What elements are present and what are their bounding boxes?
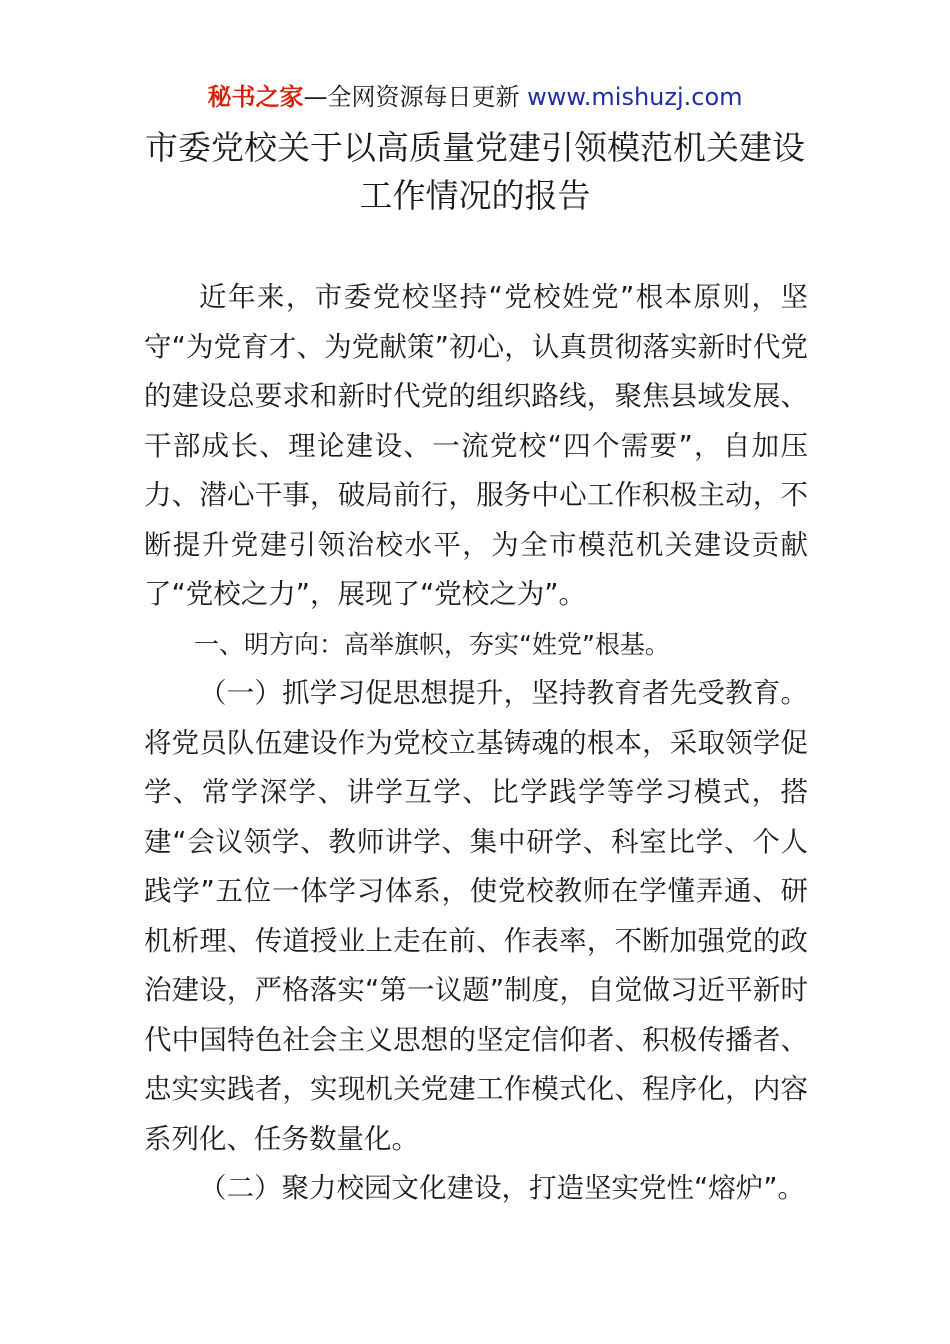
title-line-2: 工作情况的报告 <box>359 176 591 215</box>
paragraph-subsection-1: （一）抓学习促思想提升，坚持教育者先受教育。将党员队伍建设作为党校立基铸魂的根本，采取领学促学、常学深学、讲学互学、比学践学等学习模式，搭建“会议领学、教师讲学、集中研学、科室比学、个人践学”五位一体学习体系，使党校教师在学懂弄通、研机析理、传道授业上走在前、作表率，不断加强党的政治建设，严格落实“第一议题”制度，自觉做习近平新时代中国特色社会主义思想的坚定信仰者、积极传播者、忠实实践者，实现机关党建工作模式化、程序化，内容系列化、任务数量化。 <box>144 677 808 1155</box>
brand-name: 秘书之家 <box>207 83 304 111</box>
paragraph-subsection-2: （二）聚力校园文化建设，打造坚实党性“熔炉”。 <box>199 1172 805 1204</box>
header-tagline: —全网资源每日更新 <box>303 83 520 111</box>
paragraph-intro: 近年来，市委党校坚持“党校姓党”根本原则，坚守“为党育才、为党献策”初心，认真贯彻落实新时代党的建设总要求和新时代党的组织路线，聚焦县域发展、干部成长、理论建设、一流党校“四个需要”，自加压力、潜心干事，破局前行，服务中心工作积极主动，不断提升党建引领治校水平，为全市模范机关建设贡献了“党校之力”，展现了“党校之为”。 <box>144 281 808 610</box>
title-line-1: 市委党校关于以高质量党建引领模范机关建设 <box>145 128 805 167</box>
document-title <box>0 124 950 220</box>
section-heading-1: 一、明方向：高举旗帜，夯实“姓党”根基。 <box>194 629 670 659</box>
site-header <box>0 80 950 114</box>
document-body <box>144 273 808 1214</box>
site-url-link[interactable]: www.mishuzj.com <box>527 83 743 111</box>
